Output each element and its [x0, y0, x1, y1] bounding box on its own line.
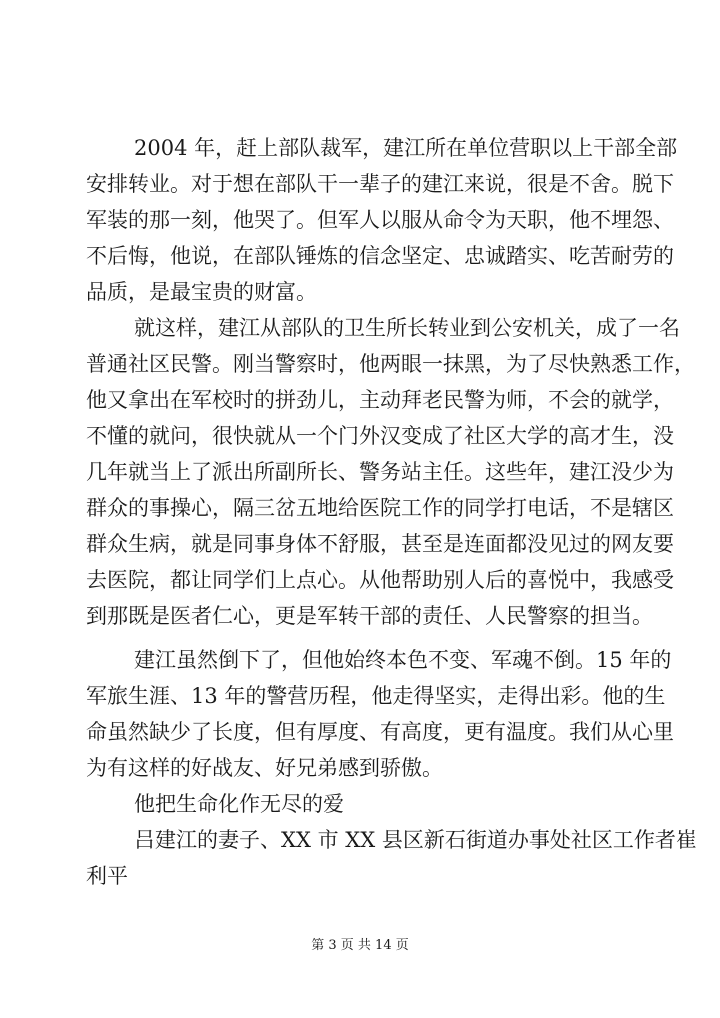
text-line: 普通社区民警。刚当警察时，他两眼一抹黑，为了尽快熟悉工作，	[86, 352, 695, 376]
text-line: 群众的事操心，隔三岔五地给医院工作的同学打电话，不是辖区	[86, 496, 674, 520]
text-line: 为有这样的好战友、好兄弟感到骄傲。	[86, 756, 443, 780]
text-line: 吕建江的妻子、XX 市 XX 县区新石街道办事处社区工作者崔	[134, 828, 697, 852]
section-heading: 他把生命化作无尽的爱	[134, 792, 344, 816]
text-line: 几年就当上了派出所副所长、警务站主任。这些年，建江没少为	[86, 460, 674, 484]
text-line: 安排转业。对于想在部队干一辈子的建江来说，很是不舍。脱下	[86, 172, 674, 196]
text-line: 他又拿出在军校时的拼劲儿，主动拜老民警为师，不会的就学，	[86, 388, 674, 412]
text-line: 军装的那一刻，他哭了。但军人以服从命令为天职，他不埋怨、	[86, 208, 674, 232]
text-line: 群众生病，就是同事身体不舒服，甚至是连面都没见过的网友要	[86, 532, 674, 556]
text-line: 不懂的就问，很快就从一个门外汉变成了社区大学的高才生，没	[86, 424, 674, 448]
text-line: 命虽然缺少了长度，但有厚度、有高度，更有温度。我们从心里	[86, 720, 674, 744]
text-line: 利平	[86, 864, 128, 888]
text-line: 不后悔，他说，在部队锤炼的信念坚定、忠诚踏实、吃苦耐劳的	[86, 244, 674, 268]
text-line: 军旅生涯、13 年的警营历程，他走得坚实，走得出彩。他的生	[86, 684, 666, 708]
text-line: 品质，是最宝贵的财富。	[86, 280, 317, 304]
text-line: 2004 年，赶上部队裁军，建江所在单位营职以上干部全部	[134, 136, 678, 160]
text-line: 到那既是医者仁心，更是军转干部的责任、人民警察的担当。	[86, 604, 653, 628]
page-footer: 第 3 页 共 14 页	[311, 938, 409, 953]
text-line: 去医院，都让同学们上点心。从他帮助别人后的喜悦中，我感受	[86, 568, 674, 592]
text-line: 建江虽然倒下了，但他始终本色不变、军魂不倒。15 年的	[134, 648, 672, 672]
text-line: 就这样，建江从部队的卫生所长转业到公安机关，成了一名	[134, 316, 680, 340]
